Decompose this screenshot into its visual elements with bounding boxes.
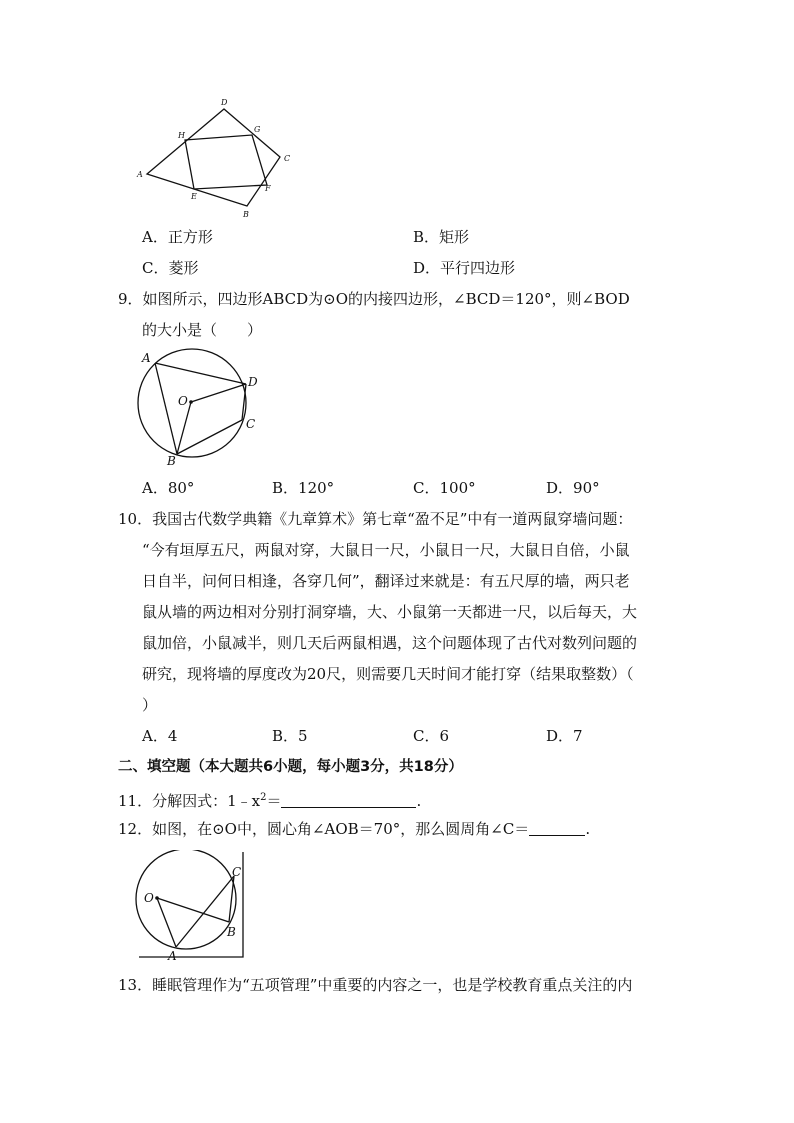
q11-prefix: 11．分解因式：1﹣x [118,792,261,810]
q11-equals: ＝ [266,792,282,810]
q12-label-a: A [168,949,177,962]
q9-label-o: O [178,394,188,408]
q10-option-a[interactable]: A．4 [142,727,178,745]
q10-stem-line7: ） [142,696,158,714]
q8-label-b: B [243,210,249,219]
q8-option-c[interactable]: C．菱形 [142,259,199,277]
section-2-heading: 二、填空题（本大题共6小题，每小题3分，共18分） [118,759,463,775]
q11-exponent: 2 [260,792,267,803]
q12-label-b: B [227,925,236,939]
q8-label-d: D [221,98,228,107]
q11-stem [118,788,421,811]
q12-end: . [585,820,591,838]
q8-label-h: H [178,131,185,140]
q10-stem-line2: “今有垣厚五尺，两鼠对穿，大鼠日一尺，小鼠日一尺，大鼠日自倍，小鼠 [142,541,630,559]
q10-option-d[interactable]: D．7 [546,727,583,745]
q11-answer-blank[interactable] [281,791,416,808]
q11-end: . [416,792,422,810]
q12-label-c: C [232,865,242,879]
q10-stem-line5: 鼠加倍，小鼠减半，则几天后两鼠相遇，这个问题体现了古代对数列问题的 [142,634,638,652]
q8-option-d[interactable]: D．平行四边形 [413,259,516,277]
q9-circle-figure [134,348,269,470]
q10-option-c[interactable]: C．6 [413,727,450,745]
q10-stem-line4: 鼠从墙的两边相对分别打洞穿墙，大、小鼠第一天都进一尺，以后每天，大 [142,603,638,621]
q8-label-f: F [265,184,271,193]
q9-label-a: A [142,351,151,365]
q12-stem [118,819,590,839]
q8-label-g: G [254,125,261,134]
q9-option-b[interactable]: B．120° [272,479,335,497]
q9-label-c: C [246,417,256,431]
q10-stem-line1: 10．我国古代数学典籍《九章算术》第七章“盈不足”中有一道两鼠穿墙问题： [118,510,633,528]
q9-stem-line2: 的大小是（ ） [142,321,263,339]
q9-option-c[interactable]: C．100° [413,479,476,497]
q9-label-b: B [167,454,176,468]
q9-option-a[interactable]: A．80° [142,479,195,497]
q8-label-e: E [191,192,197,201]
q9-stem-line1: 9．如图所示，四边形ABCD为⊙O的内接四边形，∠BCD＝120°，则∠BOD [118,290,630,308]
q10-stem-line6: 研究，现将墙的厚度改为20尺，则需要几天时间才能打穿（结果取整数）（ [142,665,634,683]
q12-text: 12．如图，在⊙O中，圆心角∠AOB＝70°，那么圆周角∠C＝ [118,820,530,838]
q12-label-o: O [144,891,154,905]
q12-circle-figure [132,850,252,962]
q8-option-a[interactable]: A．正方形 [142,228,213,246]
q8-label-c: C [284,154,291,163]
q9-option-d[interactable]: D．90° [546,479,600,497]
q12-answer-blank[interactable] [529,819,585,836]
q9-label-d: D [248,375,258,389]
q8-label-a: A [137,170,143,179]
q8-quadrilateral-figure [130,95,310,220]
q10-option-b[interactable]: B．5 [272,727,308,745]
q13-stem-line1: 13．睡眠管理作为“五项管理”中重要的内容之一，也是学校教育重点关注的内 [118,976,633,994]
q8-option-b[interactable]: B．矩形 [413,228,470,246]
q10-stem-line3: 日自半，问何日相逢，各穿几何”，翻译过来就是：有五尺厚的墙，两只老 [142,572,630,590]
